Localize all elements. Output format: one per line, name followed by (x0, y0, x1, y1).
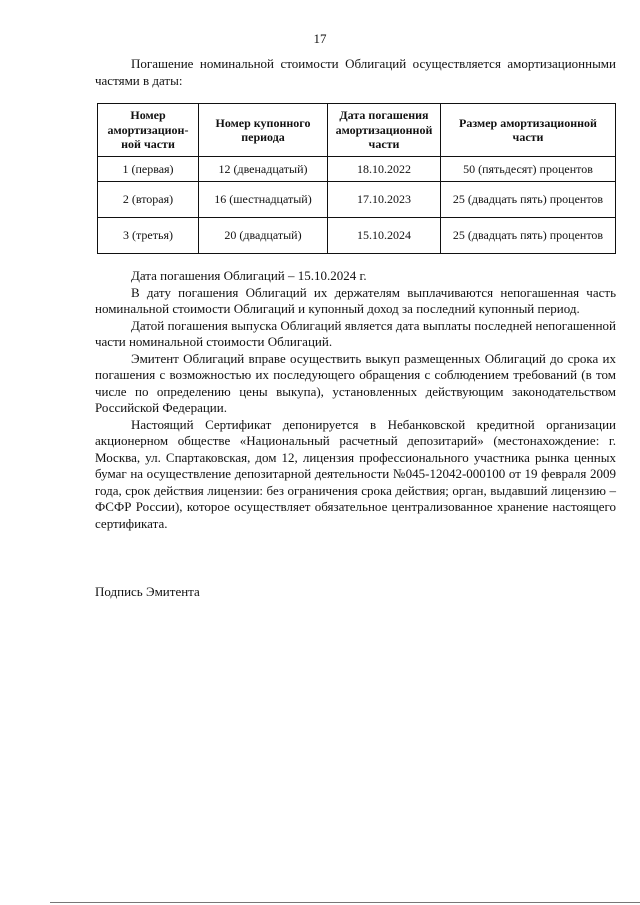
cell-redemption-date: 15.10.2024 (328, 218, 441, 254)
paragraph-issue-redemption: Датой погашения выпуска Облигаций является дата выплаты последней непогашенной части номинальной стоимости Облигаций. (95, 317, 616, 349)
cell-part-number: 2 (вторая) (98, 182, 199, 218)
cell-part-number: 3 (третья) (98, 218, 199, 254)
table-row (98, 218, 616, 254)
paragraph-redemption-date: Дата погашения Облигаций – 15.10.2024 г. (131, 268, 367, 283)
cell-part-size: 25 (двадцать пять) процентов (441, 218, 616, 254)
bottom-divider (50, 902, 640, 903)
cell-part-size: 50 (пятьдесят) процентов (441, 157, 616, 182)
cell-redemption-date: 17.10.2023 (328, 182, 441, 218)
header-part-size: Размер амортизационной части (441, 104, 616, 157)
cell-coupon-period: 20 (двадцатый) (199, 218, 328, 254)
cell-part-number: 1 (первая) (98, 157, 199, 182)
paragraph-redemption-payment: В дату погашения Облигаций их держателям выплачиваются непогашенная часть номинальной стоимости Облигаций и купонный доход за последний купонный период. (95, 284, 616, 316)
header-part-number: Номер амортизацион-ной части (98, 104, 199, 157)
paragraph-buyback: Эмитент Облигаций вправе осуществить выкуп размещенных Облигаций до срока их погашения с возможностью их последующего обращения с соблюдением требований (в том числе по определению цены выкупа), установленных действующим законодательством Российской Федерации. (95, 350, 616, 415)
page-number: 17 (313, 31, 327, 46)
issuer-signature-label: Подпись Эмитента (95, 584, 200, 599)
amortization-table (97, 103, 616, 254)
body-text (95, 268, 616, 532)
table-row (98, 182, 616, 218)
intro-section (95, 56, 616, 89)
table-header-row (98, 104, 616, 157)
table-row (98, 157, 616, 182)
cell-coupon-period: 12 (двенадцатый) (199, 157, 328, 182)
cell-coupon-period: 16 (шестнадцатый) (199, 182, 328, 218)
paragraph-depositary: Настоящий Сертификат депонируется в Небанковской кредитной организации акционерном обществе «Национальный расчетный депозитарий» (местонахождение: г. Москва, ул. Спартаковская, дом 12, лицензия профессионального участника рынка ценных бумаг на осуществление депозитарной деятельности №045-12042-000100 от 19 февраля 2009 года, срок действия лицензии: без ограничения срока действия; орган, выдавший лицензию – ФСФР России), которое осуществляет обязательное централизованное хранение настоящего сертификата. (95, 416, 616, 531)
header-coupon-period: Номер купонного периода (199, 104, 328, 157)
header-redemption-date: Дата погашения амортизационной части (328, 104, 441, 157)
cell-part-size: 25 (двадцать пять) процентов (441, 182, 616, 218)
intro-paragraph: Погашение номинальной стоимости Облигаций осуществляется амортизационными частями в даты: (95, 56, 616, 88)
cell-redemption-date: 18.10.2022 (328, 157, 441, 182)
